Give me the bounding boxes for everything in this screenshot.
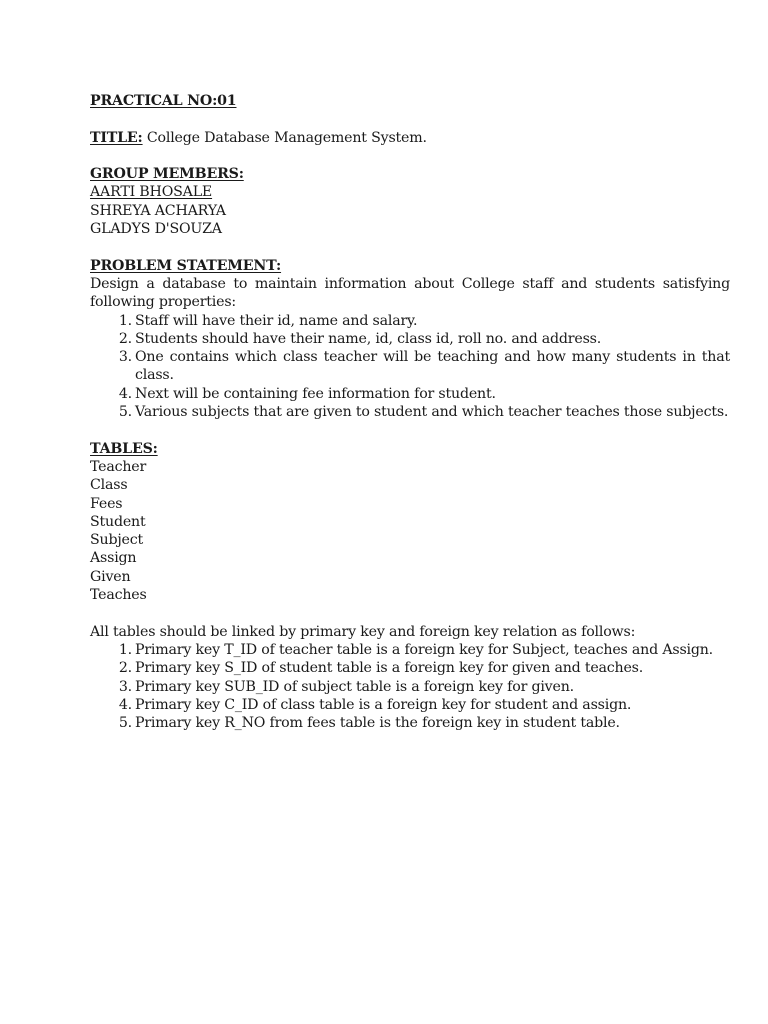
title-value: College Database Management System. — [142, 129, 427, 146]
spacer — [90, 110, 730, 128]
list-text: Primary key C_ID of class table is a foreign key for student and assign. — [135, 696, 632, 713]
list-text: One contains which class teacher will be teaching and how many students in that class. — [135, 349, 730, 384]
list-number: 4. — [118, 385, 132, 402]
practical-heading: PRACTICAL NO:01 — [90, 93, 237, 109]
list-item — [118, 659, 730, 677]
list-number: 4. — [118, 696, 132, 713]
list-item — [118, 714, 730, 732]
list-item — [118, 312, 730, 330]
list-number: 2. — [118, 660, 132, 677]
document-page — [90, 92, 730, 732]
list-item — [118, 385, 730, 403]
list-item — [118, 403, 730, 421]
list-number: 3. — [118, 349, 132, 366]
list-item — [118, 641, 730, 659]
table-name: Assign — [90, 550, 137, 567]
list-text: Staff will have their id, name and salary. — [135, 312, 418, 329]
group-member: GLADYS D'SOUZA — [90, 221, 222, 238]
table-name: Fees — [90, 495, 123, 512]
list-number: 3. — [118, 678, 132, 695]
list-item — [118, 330, 730, 348]
list-item — [118, 348, 730, 385]
problem-statement-heading: PROBLEM STATEMENT: — [90, 257, 282, 274]
list-text: Primary key S_ID of student table is a foreign key for given and teaches. — [135, 660, 644, 677]
title-label: TITLE: — [90, 129, 143, 146]
list-text: Primary key R_NO from fees table is the foreign key in student table. — [135, 715, 620, 732]
list-item — [118, 678, 730, 696]
group-members-heading: GROUP MEMBERS: — [90, 166, 244, 183]
list-text: Primary key T_ID of teacher table is a foreign key for Subject, teaches and Assign. — [135, 641, 713, 658]
group-member: SHREYA ACHARYA — [90, 202, 226, 219]
list-item — [118, 696, 730, 714]
problem-intro: Design a database to maintain information about College staff and students satisfying following properties: — [90, 275, 730, 311]
list-number: 5. — [118, 404, 132, 421]
table-name: Subject — [90, 532, 143, 549]
spacer — [90, 604, 730, 622]
relations-intro: All tables should be linked by primary key and foreign key relation as follows: — [90, 623, 636, 640]
list-number: 1. — [118, 312, 132, 329]
list-number: 1. — [118, 641, 132, 658]
table-name: Class — [90, 477, 128, 494]
list-text: Students should have their name, id, class id, roll no. and address. — [135, 330, 602, 347]
spacer — [90, 238, 730, 256]
list-text: Various subjects that are given to student and which teacher teaches those subjects. — [135, 404, 729, 421]
table-name: Given — [90, 568, 131, 585]
table-name: Teaches — [90, 587, 147, 604]
spacer — [90, 147, 730, 165]
list-text: Primary key SUB_ID of subject table is a foreign key for given. — [135, 678, 574, 695]
tables-heading: TABLES: — [90, 440, 158, 457]
table-name: Teacher — [90, 458, 147, 475]
relations-list — [90, 641, 730, 732]
spacer — [90, 421, 730, 439]
problem-list — [90, 312, 730, 422]
list-number: 2. — [118, 330, 132, 347]
list-number: 5. — [118, 715, 132, 732]
title-line — [90, 129, 730, 147]
table-name: Student — [90, 513, 146, 530]
group-member: AARTI BHOSALE — [90, 184, 213, 201]
list-text: Next will be containing fee information for student. — [135, 385, 496, 402]
